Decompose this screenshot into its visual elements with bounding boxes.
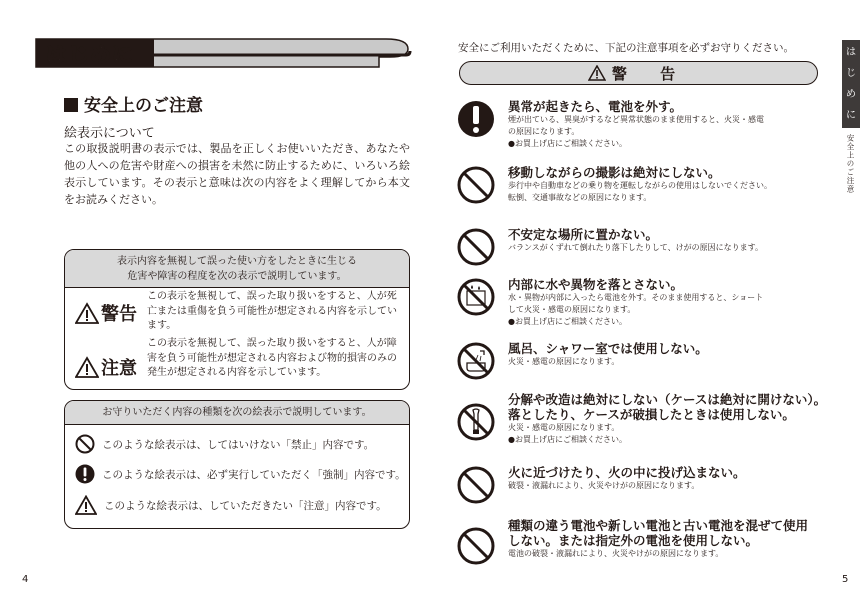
prohibit-icon xyxy=(456,165,496,205)
no-bath-icon xyxy=(456,341,496,381)
warning-banner xyxy=(459,61,818,85)
severity-box xyxy=(64,249,410,390)
item-line: 電池の破裂・液漏れにより、火災やけがの原因になります。 xyxy=(508,549,724,558)
caution-label-text: 注意 xyxy=(101,358,137,379)
chapter-title: はじめに xyxy=(46,43,134,67)
item-line: ●お買上げ店にご相談ください。 xyxy=(508,139,627,148)
item-line: ●お買上げ店にご相談ください。 xyxy=(508,435,627,444)
prohibit-icon xyxy=(75,434,95,454)
item-line: 破裂・液漏れにより、火災やけがの原因になります。 xyxy=(508,481,700,490)
prohibit-icon xyxy=(456,227,496,267)
item-heading: 落としたり、ケースが破損したときは使用しない。 xyxy=(508,407,795,422)
side-tab-char: め xyxy=(846,89,856,100)
item-heading: しない。または指定外の電池を使用しない。 xyxy=(508,533,759,548)
item-heading: 不安定な場所に置かない。 xyxy=(508,227,659,242)
severity-box-heading xyxy=(65,250,409,288)
item-line: 転倒、交通事故などの原因になります。 xyxy=(508,193,652,202)
square-bullet-icon xyxy=(64,98,78,112)
section-title-text: 安全上のご注意 xyxy=(84,96,203,116)
caution-triangle-icon xyxy=(75,356,99,378)
section-title xyxy=(64,91,203,116)
mandatory-icon xyxy=(456,99,496,139)
severity-heading-line1: 表示内容を無視して誤った使い方をしたときに生じる xyxy=(117,256,357,267)
item-heading: 分解や改造は絶対にしない（ケースは絶対に開けない）。 xyxy=(508,392,827,407)
warning-banner-text: 警 告 xyxy=(611,64,690,83)
legend-prohibit-row xyxy=(75,434,374,454)
side-section-label: 安全上のご注意 xyxy=(846,134,855,194)
legend-mandatory-row xyxy=(75,464,406,484)
legend-caution-text: このような絵表示は、していただきたい「注意」内容です。 xyxy=(104,499,387,512)
item-line: して火災・感電の原因になります。 xyxy=(508,305,636,314)
right-intro: 安全にご利用いただくために、下記の注意事項を必ずお守りください。 xyxy=(458,42,794,54)
page-number-right: 5 xyxy=(842,574,849,585)
item-heading: 風呂、シャワー室では使用しない。 xyxy=(508,341,708,356)
chapter-banner xyxy=(34,35,412,71)
item-line: 歩行中や自動車などの乗り物を運転しながらの使用はしないでください。 xyxy=(508,181,772,190)
item-line: 火災・感電の原因になります。 xyxy=(508,423,620,432)
item-line: バランスがくずれて倒れたり落下したりして、けがの原因になります。 xyxy=(508,243,763,252)
side-tab-char: じ xyxy=(846,68,856,79)
item-line: 水・異物が内部に入ったら電池を外す。そのまま使用すると、ショート xyxy=(508,293,764,302)
severity-heading-line2: 危害や障害の程度を次の表示で説明しています。 xyxy=(127,271,347,282)
warning-label-text: 警告 xyxy=(101,304,137,325)
warning-triangle-icon xyxy=(588,65,606,81)
legend-prohibit-text: このような絵表示は、してはいけない「禁止」内容です。 xyxy=(102,438,375,451)
legend-mandatory-text: このような絵表示は、必ず実行していただく「強制」内容です。 xyxy=(102,468,406,481)
mandatory-icon xyxy=(75,464,95,484)
legend-caution-row xyxy=(75,495,387,515)
prohibit-icon xyxy=(456,465,496,505)
caution-triangle-icon xyxy=(75,495,97,515)
side-tab-char: は xyxy=(846,47,856,58)
subheading: 絵表示について xyxy=(64,126,155,141)
item-line: の原因になります。 xyxy=(508,127,580,136)
symbol-legend-box xyxy=(64,400,410,529)
no-water-icon xyxy=(456,277,496,317)
prohibit-icon xyxy=(456,526,496,566)
intro-paragraph: この取扱説明書の表示では、製品を正しくお使いいただき、あなたや他の人への危害や財産への損害を未然に防止するために、いろいろ絵表示しています。その表示と意味は次の内容をよく理解してから本文をお読みください。 xyxy=(64,142,410,206)
item-heading: 移動しながらの撮影は絶対にしない。 xyxy=(508,165,721,180)
side-tab-char: に xyxy=(846,110,856,121)
item-line: 煙が出ている、異臭がするなど異常状態のまま使用すると、火災・感電 xyxy=(508,115,764,124)
chapter-side-tab xyxy=(842,40,860,128)
item-line: 火災・感電の原因になります。 xyxy=(508,357,620,366)
no-disassembly-icon xyxy=(456,402,496,442)
item-heading: 種類の違う電池や新しい電池と古い電池を混ぜて使用 xyxy=(508,518,809,533)
warning-label xyxy=(75,300,137,326)
item-heading: 内部に水や異物を落とさない。 xyxy=(508,277,684,292)
warning-desc: この表示を無視して、誤った取り扱いをすると、人が死亡または重傷を負う可能性が想定される内容を示しています。 xyxy=(147,291,397,331)
warning-triangle-icon xyxy=(75,302,99,324)
item-heading: 火に近づけたり、火の中に投げ込まない。 xyxy=(508,465,746,480)
caution-label xyxy=(75,354,137,380)
item-heading: 異常が起きたら、電池を外す。 xyxy=(508,99,683,114)
symbol-legend-heading: お守りいただく内容の種類を次の絵表示で説明しています。 xyxy=(65,401,409,425)
caution-desc: この表示を無視して、誤った取り扱いをすると、人が障害を負う可能性が想定される内容および物的損害のみの発生が想定される内容を示しています。 xyxy=(147,338,397,378)
page-number-left: 4 xyxy=(22,574,29,585)
item-line: ●お買上げ店にご相談ください。 xyxy=(508,317,627,326)
